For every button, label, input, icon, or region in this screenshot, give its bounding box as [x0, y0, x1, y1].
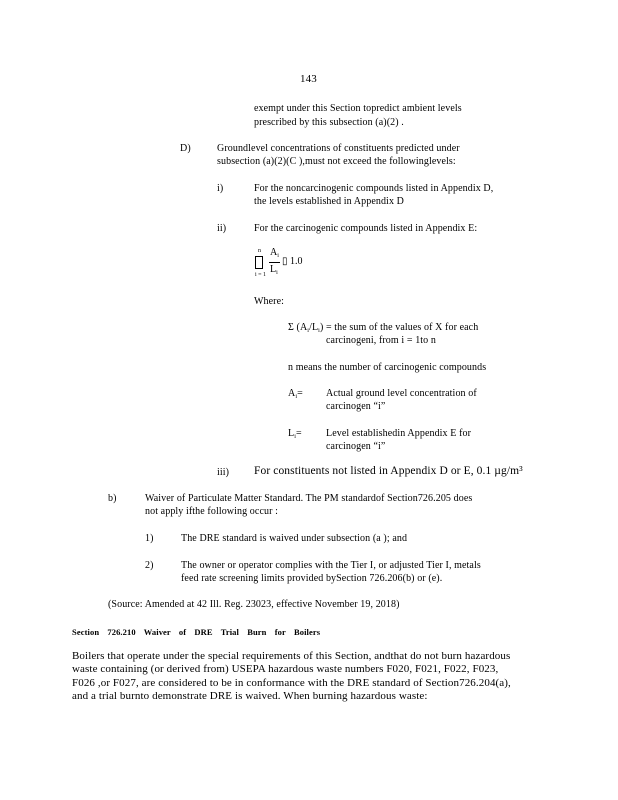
summation-lower-index: i = 1: [255, 272, 267, 278]
summation-symbol: [255, 256, 263, 269]
definition-n: n means the number of carcinogenic compounds: [288, 362, 487, 373]
page-number: 143: [300, 73, 317, 85]
fraction-bar: [269, 262, 280, 263]
where-label: Where:: [254, 296, 285, 307]
source-note: (Source: Amended at 42 Ill. Reg. 23023, effective November 19, 2018): [108, 599, 400, 610]
section-heading: Section 726.210 Waiver of DRE Trial Burn for Boilers: [72, 627, 321, 637]
formula-comparison: ▯ 1.0: [282, 256, 303, 267]
summation-upper-index: n: [258, 248, 261, 254]
formula-denominator: $L_i$: [270, 264, 278, 276]
summation-formula: [255, 246, 325, 280]
formula-numerator: $A_i$: [270, 247, 279, 259]
